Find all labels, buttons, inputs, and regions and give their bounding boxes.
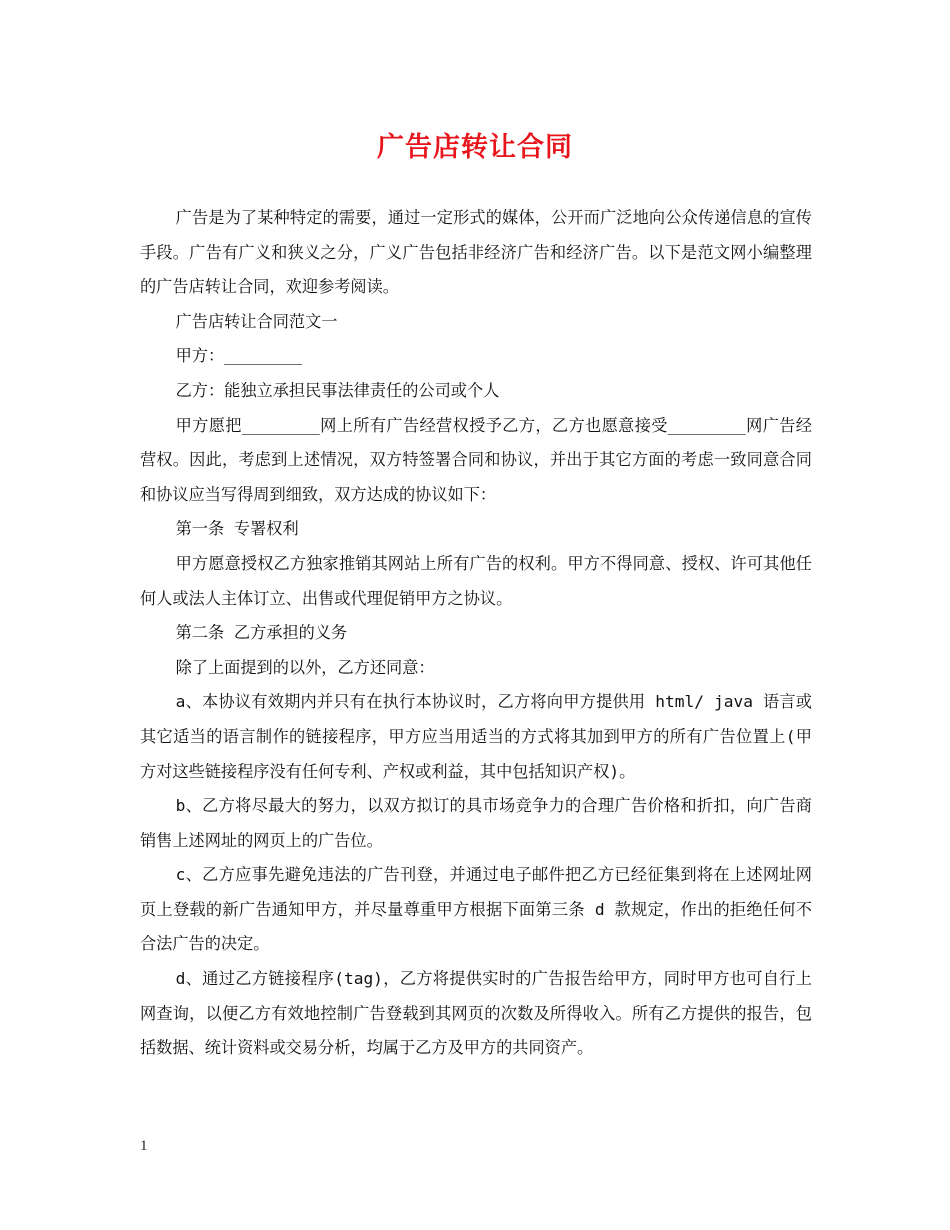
document-body — [140, 201, 812, 1066]
paragraph-clause-a: a、本协议有效期内并只有在执行本协议时，乙方将向甲方提供用 html/ java 语言或其它适当的语言制作的链接程序，甲方应当用适当的方式将其加到甲方的所有广告位置上(甲方对这些链接程序没有任何专利、产权或利益，其中包括知识产权)。 — [140, 692, 812, 781]
paragraph-party-b: 乙方：能独立承担民事法律责任的公司或个人 — [175, 380, 500, 400]
paragraph-clause-b: b、乙方将尽最大的努力，以双方拟订的具市场竞争力的合理广告价格和折扣，向广告商销售上述网址的网页上的广告位。 — [140, 796, 812, 850]
paragraph-clause-c: c、乙方应事先避免违法的广告刊登，并通过电子邮件把乙方已经征集到将在上述网址网页上登载的新广告通知甲方，并尽量尊重甲方根据下面第三条 d 款规定，作出的拒绝任何不合法广告的决定。 — [140, 865, 812, 954]
paragraph-clause-d: d、通过乙方链接程序(tag)，乙方将提供实时的广告报告给甲方，同时甲方也可自行上网查询，以便乙方有效地控制广告登载到其网页的次数及所得收入。所有乙方提供的报告，包括数据、统计资料或交易分析，均属于乙方及甲方的共同资产。 — [140, 969, 812, 1058]
paragraph-sample-heading: 广告店转让合同范文一 — [175, 311, 338, 331]
paragraph-article-1-heading: 第一条 专署权利 — [175, 519, 299, 539]
document-title: 广告店转让合同 — [377, 132, 573, 163]
paragraph-intro: 广告是为了某种特定的需要，通过一定形式的媒体，公开而广泛地向公众传递信息的宣传手段。广告有广义和狭义之分，广义广告包括非经济广告和经济广告。以下是范文网小编整理的广告店转让合同，欢迎参考阅读。 — [140, 208, 812, 297]
paragraph-agreement-preamble: 甲方愿把________网上所有广告经营权授予乙方，乙方也愿意接受________网广告经营权。因此，考虑到上述情况，双方特签署合同和协议，并出于其它方面的考虑一致同意合同和协议应当写得周到细致，双方达成的协议如下： — [140, 415, 812, 504]
paragraph-party-a: 甲方：________ — [175, 346, 303, 366]
paragraph-article-2-heading: 第二条 乙方承担的义务 — [175, 623, 348, 643]
paragraph-article-1-body: 甲方愿意授权乙方独家推销其网站上所有广告的权利。甲方不得同意、授权、许可其他任何人或法人主体订立、出售或代理促销甲方之协议。 — [140, 553, 812, 608]
paragraph-article-2-intro: 除了上面提到的以外，乙方还同意： — [175, 657, 435, 677]
page-number: 1 — [140, 1138, 148, 1154]
